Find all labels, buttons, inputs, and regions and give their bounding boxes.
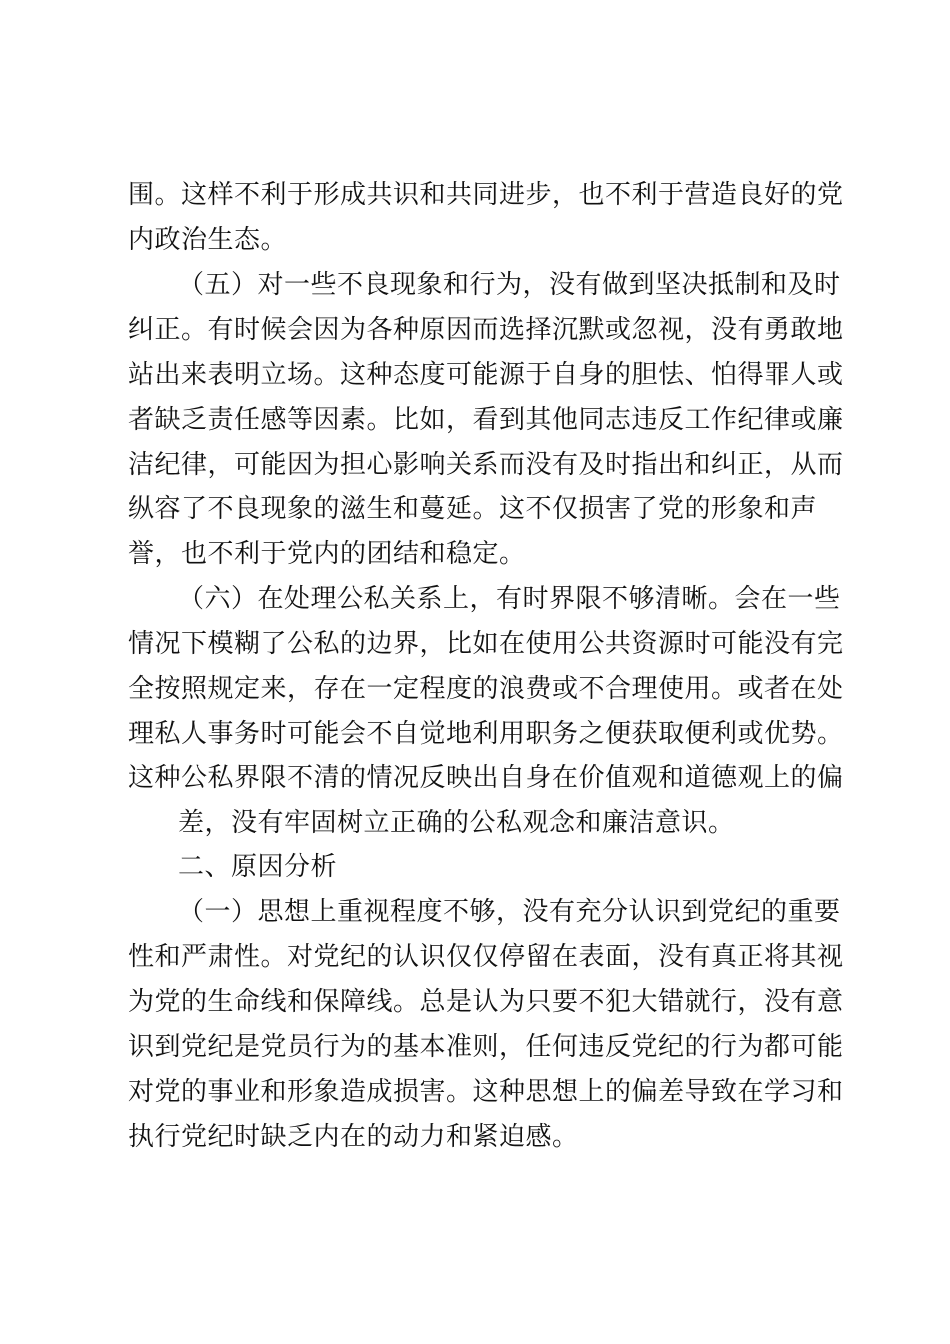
- paragraph-heading-1: （一）思想上重视程度不够，没有充分认识到党纪的重要: [178, 897, 841, 927]
- section-heading: 二、原因分析: [178, 852, 338, 882]
- text-line: 内政治生态。: [128, 225, 288, 255]
- text-line: 识到党纪是党员行为的基本准则，任何违反党纪的行为都可能: [128, 1032, 844, 1062]
- text-line: 情况下模糊了公私的边界，比如在使用公共资源时可能没有完: [128, 629, 844, 659]
- text-line: 差，没有牢固树立正确的公私观念和廉洁意识。: [178, 808, 735, 838]
- text-line: 者缺乏责任感等因素。比如，看到其他同志违反工作纪律或廉: [128, 405, 844, 435]
- text-line: 性和严肃性。对党纪的认识仅仅停留在表面，没有真正将其视: [128, 942, 844, 972]
- text-line: 围。这样不利于形成共识和共同进步，也不利于营造良好的党: [128, 180, 844, 210]
- text-line: 洁纪律，可能因为担心影响关系而没有及时指出和纠正，从而: [128, 450, 844, 480]
- paragraph-heading-5: （五）对一些不良现象和行为，没有做到坚决抵制和及时: [178, 270, 841, 300]
- text-line: 为党的生命线和保障线。总是认为只要不犯大错就行，没有意: [128, 987, 844, 1017]
- paragraph-heading-6: （六）在处理公私关系上，有时界限不够清晰。会在一些: [178, 584, 841, 614]
- text-line: 纠正。有时候会因为各种原因而选择沉默或忽视，没有勇敢地: [128, 315, 844, 345]
- text-line: 理私人事务时可能会不自觉地利用职务之便获取便利或优势。: [128, 719, 844, 749]
- text-line: 誉，也不利于党内的团结和稳定。: [128, 539, 526, 569]
- text-line: 全按照规定来，存在一定程度的浪费或不合理使用。或者在处: [128, 674, 844, 704]
- text-line: 这种公私界限不清的情况反映出自身在价值观和道德观上的偏: [128, 763, 844, 793]
- text-line: 对党的事业和形象造成损害。这种思想上的偏差导致在学习和: [128, 1077, 844, 1107]
- text-line: 纵容了不良现象的滋生和蔓延。这不仅损害了党的形象和声: [128, 494, 818, 524]
- text-line: 站出来表明立场。这种态度可能源于自身的胆怯、怕得罪人或: [128, 360, 844, 390]
- text-line: 执行党纪时缺乏内在的动力和紧迫感。: [128, 1122, 579, 1152]
